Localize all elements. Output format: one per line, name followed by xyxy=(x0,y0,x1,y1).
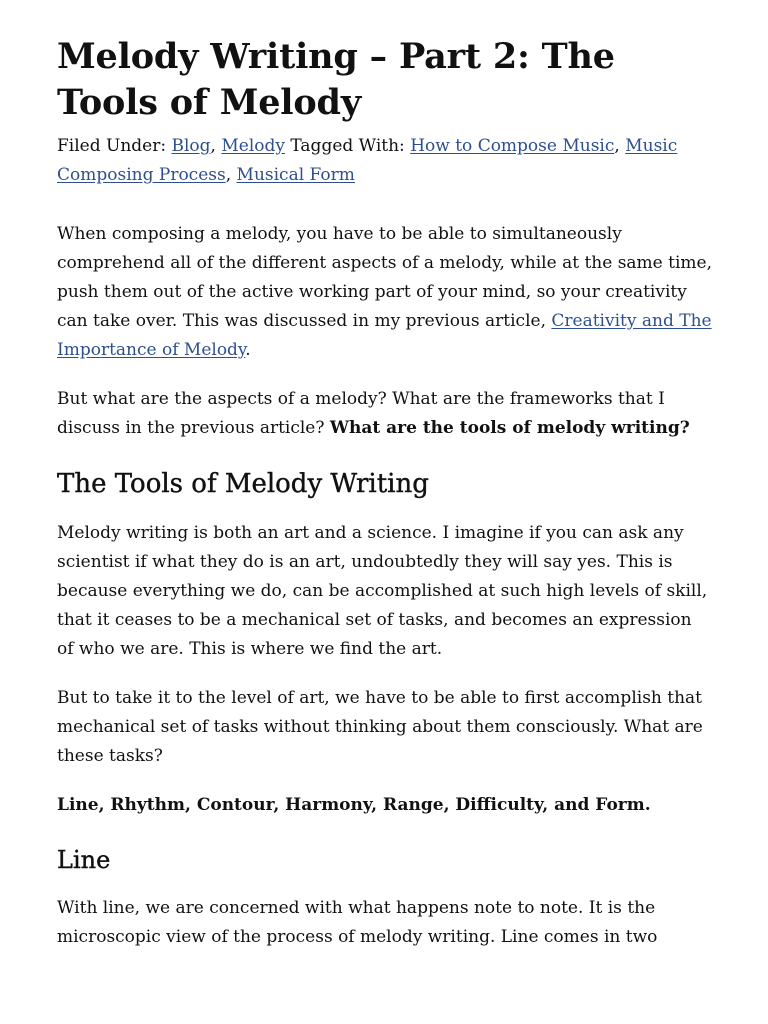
tag-link-musical-form[interactable]: Musical Form xyxy=(236,165,355,185)
section-heading-line: Line xyxy=(57,846,111,874)
tag-link-how-to-compose-music[interactable]: How to Compose Music xyxy=(410,136,615,156)
intro-text: When composing a melody, you have to be able to simultaneously comprehend all of the different aspects of a melody, while at the same time, push them out of the active working part of your mind, so your creativity can take over. This was discussed in my previous article, xyxy=(57,224,712,331)
category-link-blog[interactable]: Blog xyxy=(171,136,211,156)
question-paragraph xyxy=(57,385,712,443)
category-link-melody[interactable]: Melody xyxy=(221,136,285,156)
tools-list-bold: Line, Rhythm, Contour, Harmony, Range, Difficulty, and Form. xyxy=(57,795,651,815)
article-meta xyxy=(57,132,712,190)
section-heading-tools: The Tools of Melody Writing xyxy=(57,469,429,499)
tools-list xyxy=(57,791,712,820)
meta-separator: , xyxy=(225,165,237,185)
question-bold-text: What are the tools of melody writing? xyxy=(329,418,690,438)
tag-link-music-composing-process[interactable]: Music Composing Process xyxy=(57,136,678,185)
section-paragraph-tasks: But to take it to the level of art, we have to be able to first accomplish that mechanical set of tasks without thinking about them consciously. What are these tasks? xyxy=(57,688,703,766)
line-paragraph: With line, we are concerned with what happens note to note. It is the microscopic view of the process of melody writing. Line comes in two xyxy=(57,898,658,947)
previous-article-link[interactable]: Creativity and The Importance of Melody xyxy=(57,311,712,360)
question-text: But what are the aspects of a melody? What are the frameworks that I discuss in the previous article? xyxy=(57,389,665,438)
section-paragraph-art-science: Melody writing is both an art and a science. I imagine if you can ask any scientist if what they do is an art, undoubtedly they will say yes. This is because everything we do, can be accomplished at such high levels of skill, that it ceases to be a mechanical set of tasks, and becomes an expression of who we are. This is where we find the art. xyxy=(57,523,708,659)
meta-separator: , xyxy=(614,136,626,156)
tagged-with-label: Tagged With: xyxy=(285,136,411,156)
article-title: Melody Writing – Part 2: The Tools of Melody xyxy=(57,36,615,123)
intro-text-end: . xyxy=(245,340,251,360)
filed-under-label: Filed Under: xyxy=(57,136,172,156)
meta-separator: , xyxy=(210,136,222,156)
intro-paragraph xyxy=(57,220,712,365)
